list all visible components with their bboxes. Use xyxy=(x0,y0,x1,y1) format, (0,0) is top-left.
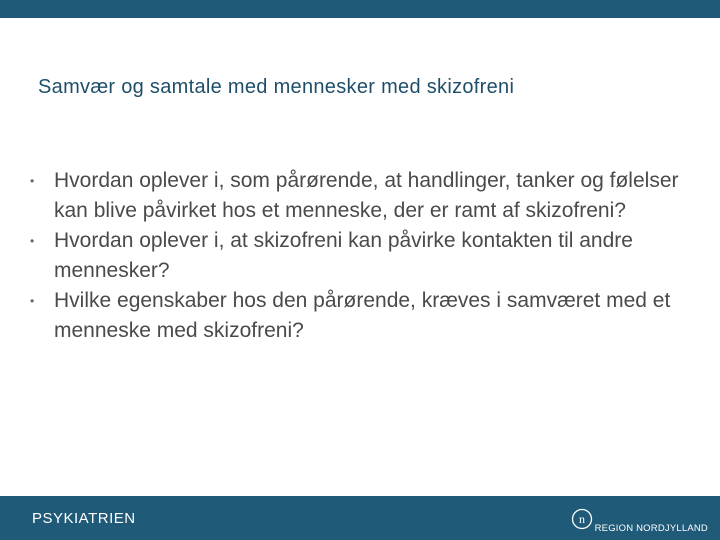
region-name-text: REGION NORDJYLLAND xyxy=(594,523,708,534)
bullet-item xyxy=(30,166,690,226)
region-nordjylland-logo xyxy=(571,504,708,536)
bullet-dot-icon: • xyxy=(30,174,35,188)
slide-title: Samvær og samtale med mennesker med skizofreni xyxy=(38,76,515,98)
psykiatrien-logo-text: PSYKIATRIEN xyxy=(32,510,136,527)
region-logo-letter: n xyxy=(578,512,585,526)
bullet-text: Hvordan oplever i, som pårørende, at handlinger, tanker og følelser kan blive påvirket hos et menneske, der er ramt af skizofreni? xyxy=(54,169,679,222)
bullet-item xyxy=(30,226,690,286)
footer-bar xyxy=(0,496,720,540)
bullet-list xyxy=(30,166,690,346)
bullet-text: Hvilke egenskaber hos den pårørende, kræves i samværet med et menneske med skizofreni? xyxy=(54,289,671,342)
bullet-text: Hvordan oplever i, at skizofreni kan påvirke kontakten til andre mennesker? xyxy=(54,229,633,282)
top-bar xyxy=(0,0,720,18)
bullet-item xyxy=(30,286,690,346)
bullet-dot-icon: • xyxy=(30,234,35,248)
bullet-dot-icon: • xyxy=(30,294,35,308)
region-logo-icon xyxy=(571,508,593,530)
